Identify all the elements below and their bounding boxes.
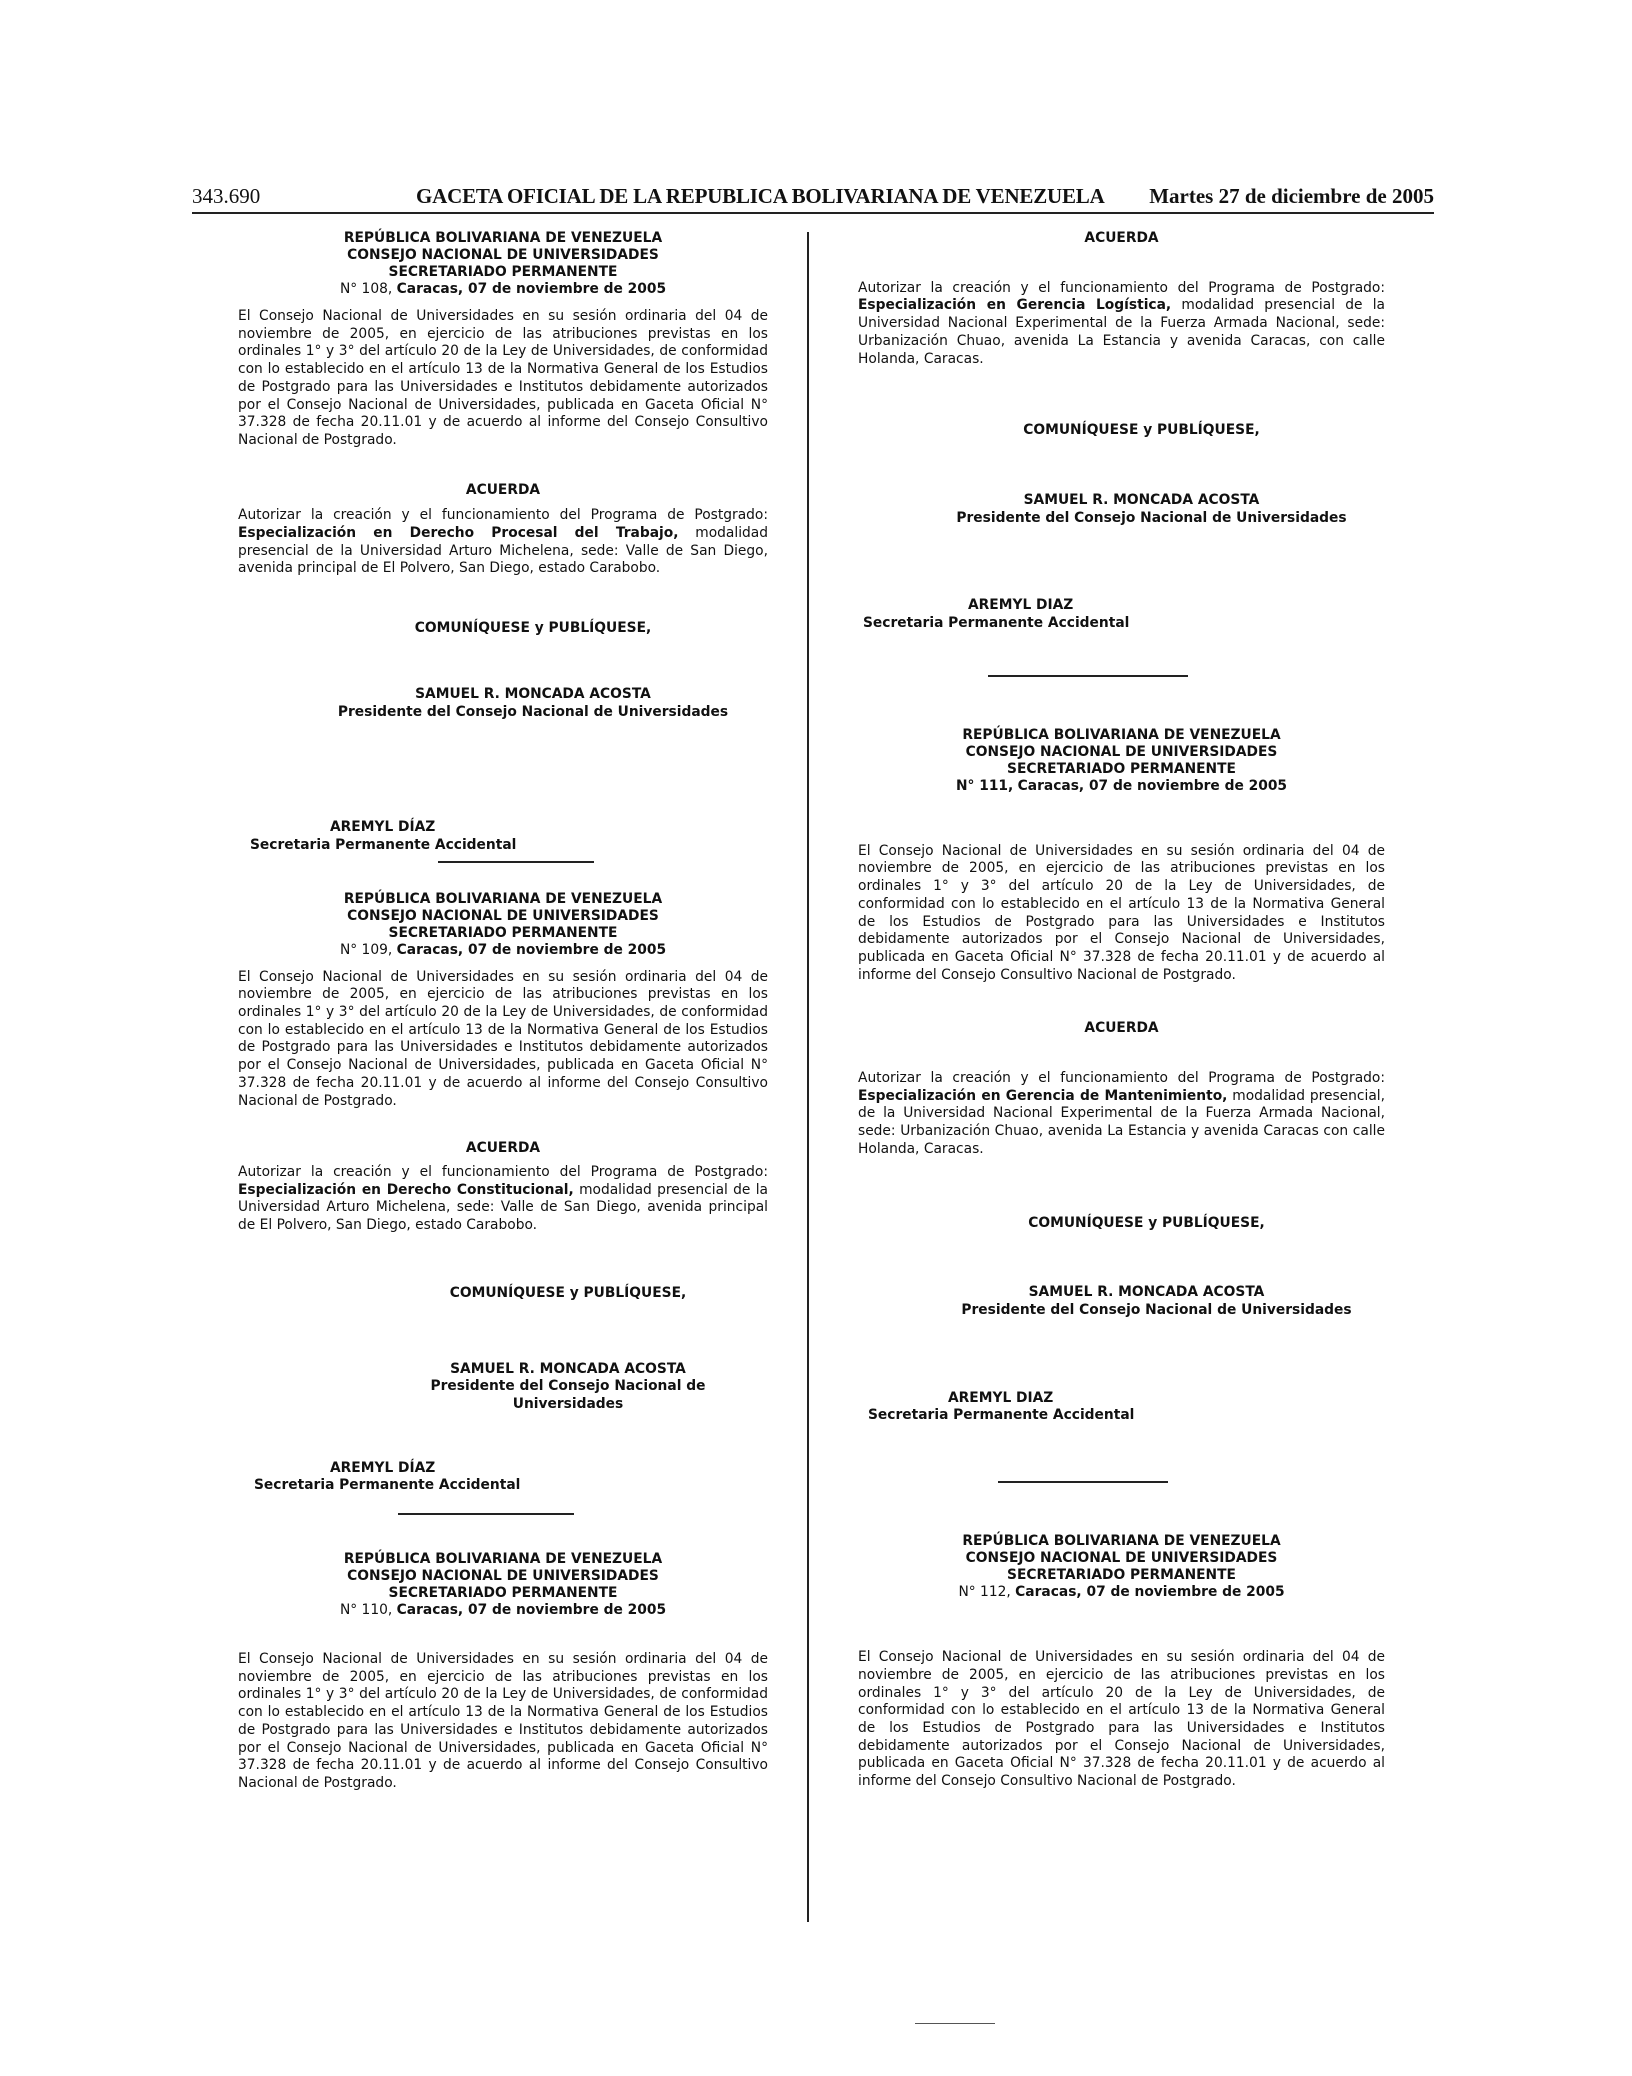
signer-name: SAMUEL R. MONCADA ACOSTA	[415, 685, 651, 702]
secretary-name: AREMYL DÍAZ	[330, 1459, 436, 1476]
resolution-heading	[858, 727, 1385, 795]
signer-name: SAMUEL R. MONCADA ACOSTA	[1028, 1284, 1265, 1301]
right-column	[858, 230, 1385, 1791]
resolution-112	[858, 1533, 1385, 1791]
resolution-heading	[238, 1551, 768, 1619]
resolution-number: N° 112, Caracas, 07 de noviembre de 2005	[958, 1584, 1285, 1601]
heading-council: CONSEJO NACIONAL DE UNIVERSIDADES	[347, 907, 659, 924]
acuerda-heading: ACUERDA	[465, 481, 541, 498]
heading-republic: REPÚBLICA BOLIVARIANA DE VENEZUELA	[343, 890, 663, 907]
heading-republic: REPÚBLICA BOLIVARIANA DE VENEZUELA	[343, 1551, 663, 1568]
signer-title: Presidente del Consejo Nacional de Universidades	[337, 703, 729, 720]
secretary-title: Secretaria Permanente Accidental	[250, 836, 517, 853]
comuniquese-line: COMUNÍQUESE y PUBLÍQUESE,	[414, 620, 652, 637]
comuniquese-line: COMUNÍQUESE y PUBLÍQUESE,	[449, 1284, 687, 1301]
heading-council: CONSEJO NACIONAL DE UNIVERSIDADES	[347, 1568, 659, 1585]
gazette-title: GACETA OFICIAL DE LA REPUBLICA BOLIVARIANA DE VENEZUELA	[416, 184, 1105, 208]
resolution-109	[238, 891, 768, 1515]
resolution-decision: Autorizar la creación y el funcionamiento del Programa de Postgrado: Especialización en Derecho Constitucional, modalidad presencial de la Universidad Arturo Michelena, sede: Valle de San Diego, avenida principal de El Polvero, San Diego, estado Carabobo.	[238, 1163, 769, 1234]
resolution-decision: Autorizar la creación y el funcionamiento del Programa de Postgrado: Especialización en Gerencia Logística, modalidad presencial de la Universidad Nacional Experimental de la Fuerza Armada Nacional, sede: Urbanización Chuao, avenida La Estancia y avenida Caracas, con calle Holanda, Caracas.	[858, 279, 1385, 367]
heading-council: CONSEJO NACIONAL DE UNIVERSIDADES	[965, 743, 1278, 760]
left-column	[238, 230, 768, 1793]
resolution-body: El Consejo Nacional de Universidades en su sesión ordinaria del 04 de noviembre de 2005, en ejercicio de las atribuciones previstas en los ordinales 1° y 3° del artículo 20 de la Ley de Universidades, de conformidad con lo establecido en el artículo 13 de la Normativa General de los Estudios de Postgrado para las Universidades e Institutos debidamente autorizados por el Consejo Nacional de Universidades, publicada en Gaceta Oficial N° 37.328 de fecha 20.11.01 y de acuerdo al informe del Consejo Consultivo Nacional de Postgrado.	[238, 968, 768, 1109]
secretary-name: AREMYL DIAZ	[948, 1389, 1054, 1406]
heading-council: CONSEJO NACIONAL DE UNIVERSIDADES	[965, 1550, 1278, 1567]
resolution-heading	[238, 230, 768, 298]
resolution-heading	[238, 891, 768, 959]
resolution-111	[858, 727, 1385, 1483]
heading-republic: REPÚBLICA BOLIVARIANA DE VENEZUELA	[962, 726, 1281, 743]
separator-rule	[438, 861, 594, 863]
resolution-body: El Consejo Nacional de Universidades en su sesión ordinaria del 04 de noviembre de 2005, en ejercicio de las atribuciones previstas en los ordinales 1° y 3° del artículo 20 de la Ley de Universidades, de conformidad con lo establecido en el artículo 13 de la Normativa General de los Estudios de Postgrado para las Universidades e Institutos debidamente autorizados por el Consejo Nacional de Universidades, publicada en Gaceta Oficial N° 37.328 de fecha 20.11.01 y de acuerdo al informe del Consejo Consultivo Nacional de Postgrado.	[858, 1649, 1385, 1790]
resolution-body: El Consejo Nacional de Universidades en su sesión ordinaria del 04 de noviembre de 2005, en ejercicio de las atribuciones previstas en los ordinales 1° y 3° del artículo 20 de la Ley de Universidades, de conformidad con lo establecido en el artículo 13 de la Normativa General de los Estudios de Postgrado para las Universidades e Institutos debidamente autorizados por el Consejo Nacional de Universidades, publicada en Gaceta Oficial N° 37.328 de fecha 20.11.01 y de acuerdo al informe del Consejo Consultivo Nacional de Postgrado.	[238, 1651, 768, 1791]
signer-title-line1: Presidente del Consejo Nacional de	[430, 1378, 706, 1395]
resolution-heading	[858, 1533, 1385, 1601]
comuniquese-line: COMUNÍQUESE y PUBLÍQUESE,	[1028, 1214, 1265, 1231]
column-divider	[807, 232, 809, 1922]
separator-rule	[988, 675, 1188, 677]
signer-title: Presidente del Consejo Nacional de Universidades	[956, 509, 1347, 526]
resolution-decision: Autorizar la creación y el funcionamiento del Programa de Postgrado: Especialización en Gerencia de Mantenimiento, modalidad presencial, de la Universidad Nacional Experimental de la Fuerza Armada Nacional, sede: Urbanización Chuao, avenida La Estancia y avenida Caracas con calle Holanda, Caracas.	[858, 1070, 1386, 1157]
comuniquese-line: COMUNÍQUESE y PUBLÍQUESE,	[1023, 422, 1260, 439]
resolution-108	[238, 230, 768, 863]
separator-rule	[398, 1513, 574, 1515]
heading-council: CONSEJO NACIONAL DE UNIVERSIDADES	[347, 247, 659, 263]
resolution-body: El Consejo Nacional de Universidades en su sesión ordinaria del 04 de noviembre de 2005, en ejercicio de las atribuciones previstas en los ordinales 1° y 3° del artículo 20 de la Ley de Universidades, de conformidad con lo establecido en el artículo 13 de la Normativa General de los Estudios de Postgrado para las Universidades e Institutos debidamente autorizados por el Consejo Nacional de Universidades, publicada en Gaceta Oficial N° 37.328 de fecha 20.11.01 y de acuerdo al informe del Consejo Consultivo Nacional de Postgrado.	[238, 308, 768, 448]
heading-republic: REPÚBLICA BOLIVARIANA DE VENEZUELA	[343, 230, 663, 246]
heading-secretariat: SECRETARIADO PERMANENTE	[388, 264, 618, 280]
heading-secretariat: SECRETARIADO PERMANENTE	[388, 1585, 618, 1602]
heading-republic: REPÚBLICA BOLIVARIANA DE VENEZUELA	[962, 1533, 1281, 1550]
signer-title-line2: Universidades	[512, 1395, 624, 1412]
issue-date: Martes 27 de diciembre de 2005	[1149, 184, 1434, 208]
heading-secretariat: SECRETARIADO PERMANENTE	[1007, 760, 1236, 777]
signer-name: SAMUEL R. MONCADA ACOSTA	[450, 1360, 686, 1377]
resolution-number: N° 109, Caracas, 07 de noviembre de 2005	[339, 941, 667, 958]
resolution-number: N° 111, Caracas, 07 de noviembre de 2005	[955, 777, 1288, 794]
acuerda-heading: ACUERDA	[465, 1140, 541, 1157]
acuerda-heading: ACUERDA	[1084, 1020, 1159, 1037]
secretary-title: Secretaria Permanente Accidental	[254, 1477, 521, 1494]
resolution-110	[238, 1551, 768, 1793]
acuerda-heading: ACUERDA	[1084, 230, 1159, 246]
page-number: 343.690	[192, 184, 261, 208]
separator-rule	[998, 1481, 1168, 1483]
gazette-header	[192, 182, 1434, 214]
secretary-title: Secretaria Permanente Accidental	[868, 1407, 1135, 1424]
secretary-title: Secretaria Permanente Accidental	[863, 615, 1130, 632]
resolution-number: N° 110, Caracas, 07 de noviembre de 2005	[339, 1602, 667, 1619]
resolution-body: El Consejo Nacional de Universidades en su sesión ordinaria del 04 de noviembre de 2005, en ejercicio de las atribuciones previstas en los ordinales 1° y 3° del artículo 20 de la Ley de Universidades, de conformidad con lo establecido en el artículo 13 de la Normativa General de los Estudios de Postgrado para las Universidades e Institutos debidamente autorizados por el Consejo Nacional de Universidades, publicada en Gaceta Oficial N° 37.328 de fecha 20.11.01 y de acuerdo al informe del Consejo Consultivo Nacional de Postgrado.	[858, 842, 1385, 983]
secretary-name: AREMYL DÍAZ	[330, 819, 436, 836]
resolution-continuation	[858, 230, 1385, 677]
secretary-name: AREMYL DIAZ	[968, 597, 1074, 614]
heading-secretariat: SECRETARIADO PERMANENTE	[388, 924, 618, 941]
page-footer-rule	[915, 2023, 995, 2024]
resolution-number: N° 108, Caracas, 07 de noviembre de 2005	[339, 281, 667, 297]
signer-title: Presidente del Consejo Nacional de Universidades	[961, 1301, 1352, 1318]
signer-name: SAMUEL R. MONCADA ACOSTA	[1023, 491, 1260, 508]
resolution-decision: Autorizar la creación y el funcionamiento del Programa de Postgrado: Especialización en Derecho Procesal del Trabajo, modalidad presencial de la Universidad Arturo Michelena, sede: Valle de San Diego, avenida principal de El Polvero, San Diego, estado Carabobo.	[238, 507, 769, 577]
heading-secretariat: SECRETARIADO PERMANENTE	[1007, 1567, 1236, 1584]
